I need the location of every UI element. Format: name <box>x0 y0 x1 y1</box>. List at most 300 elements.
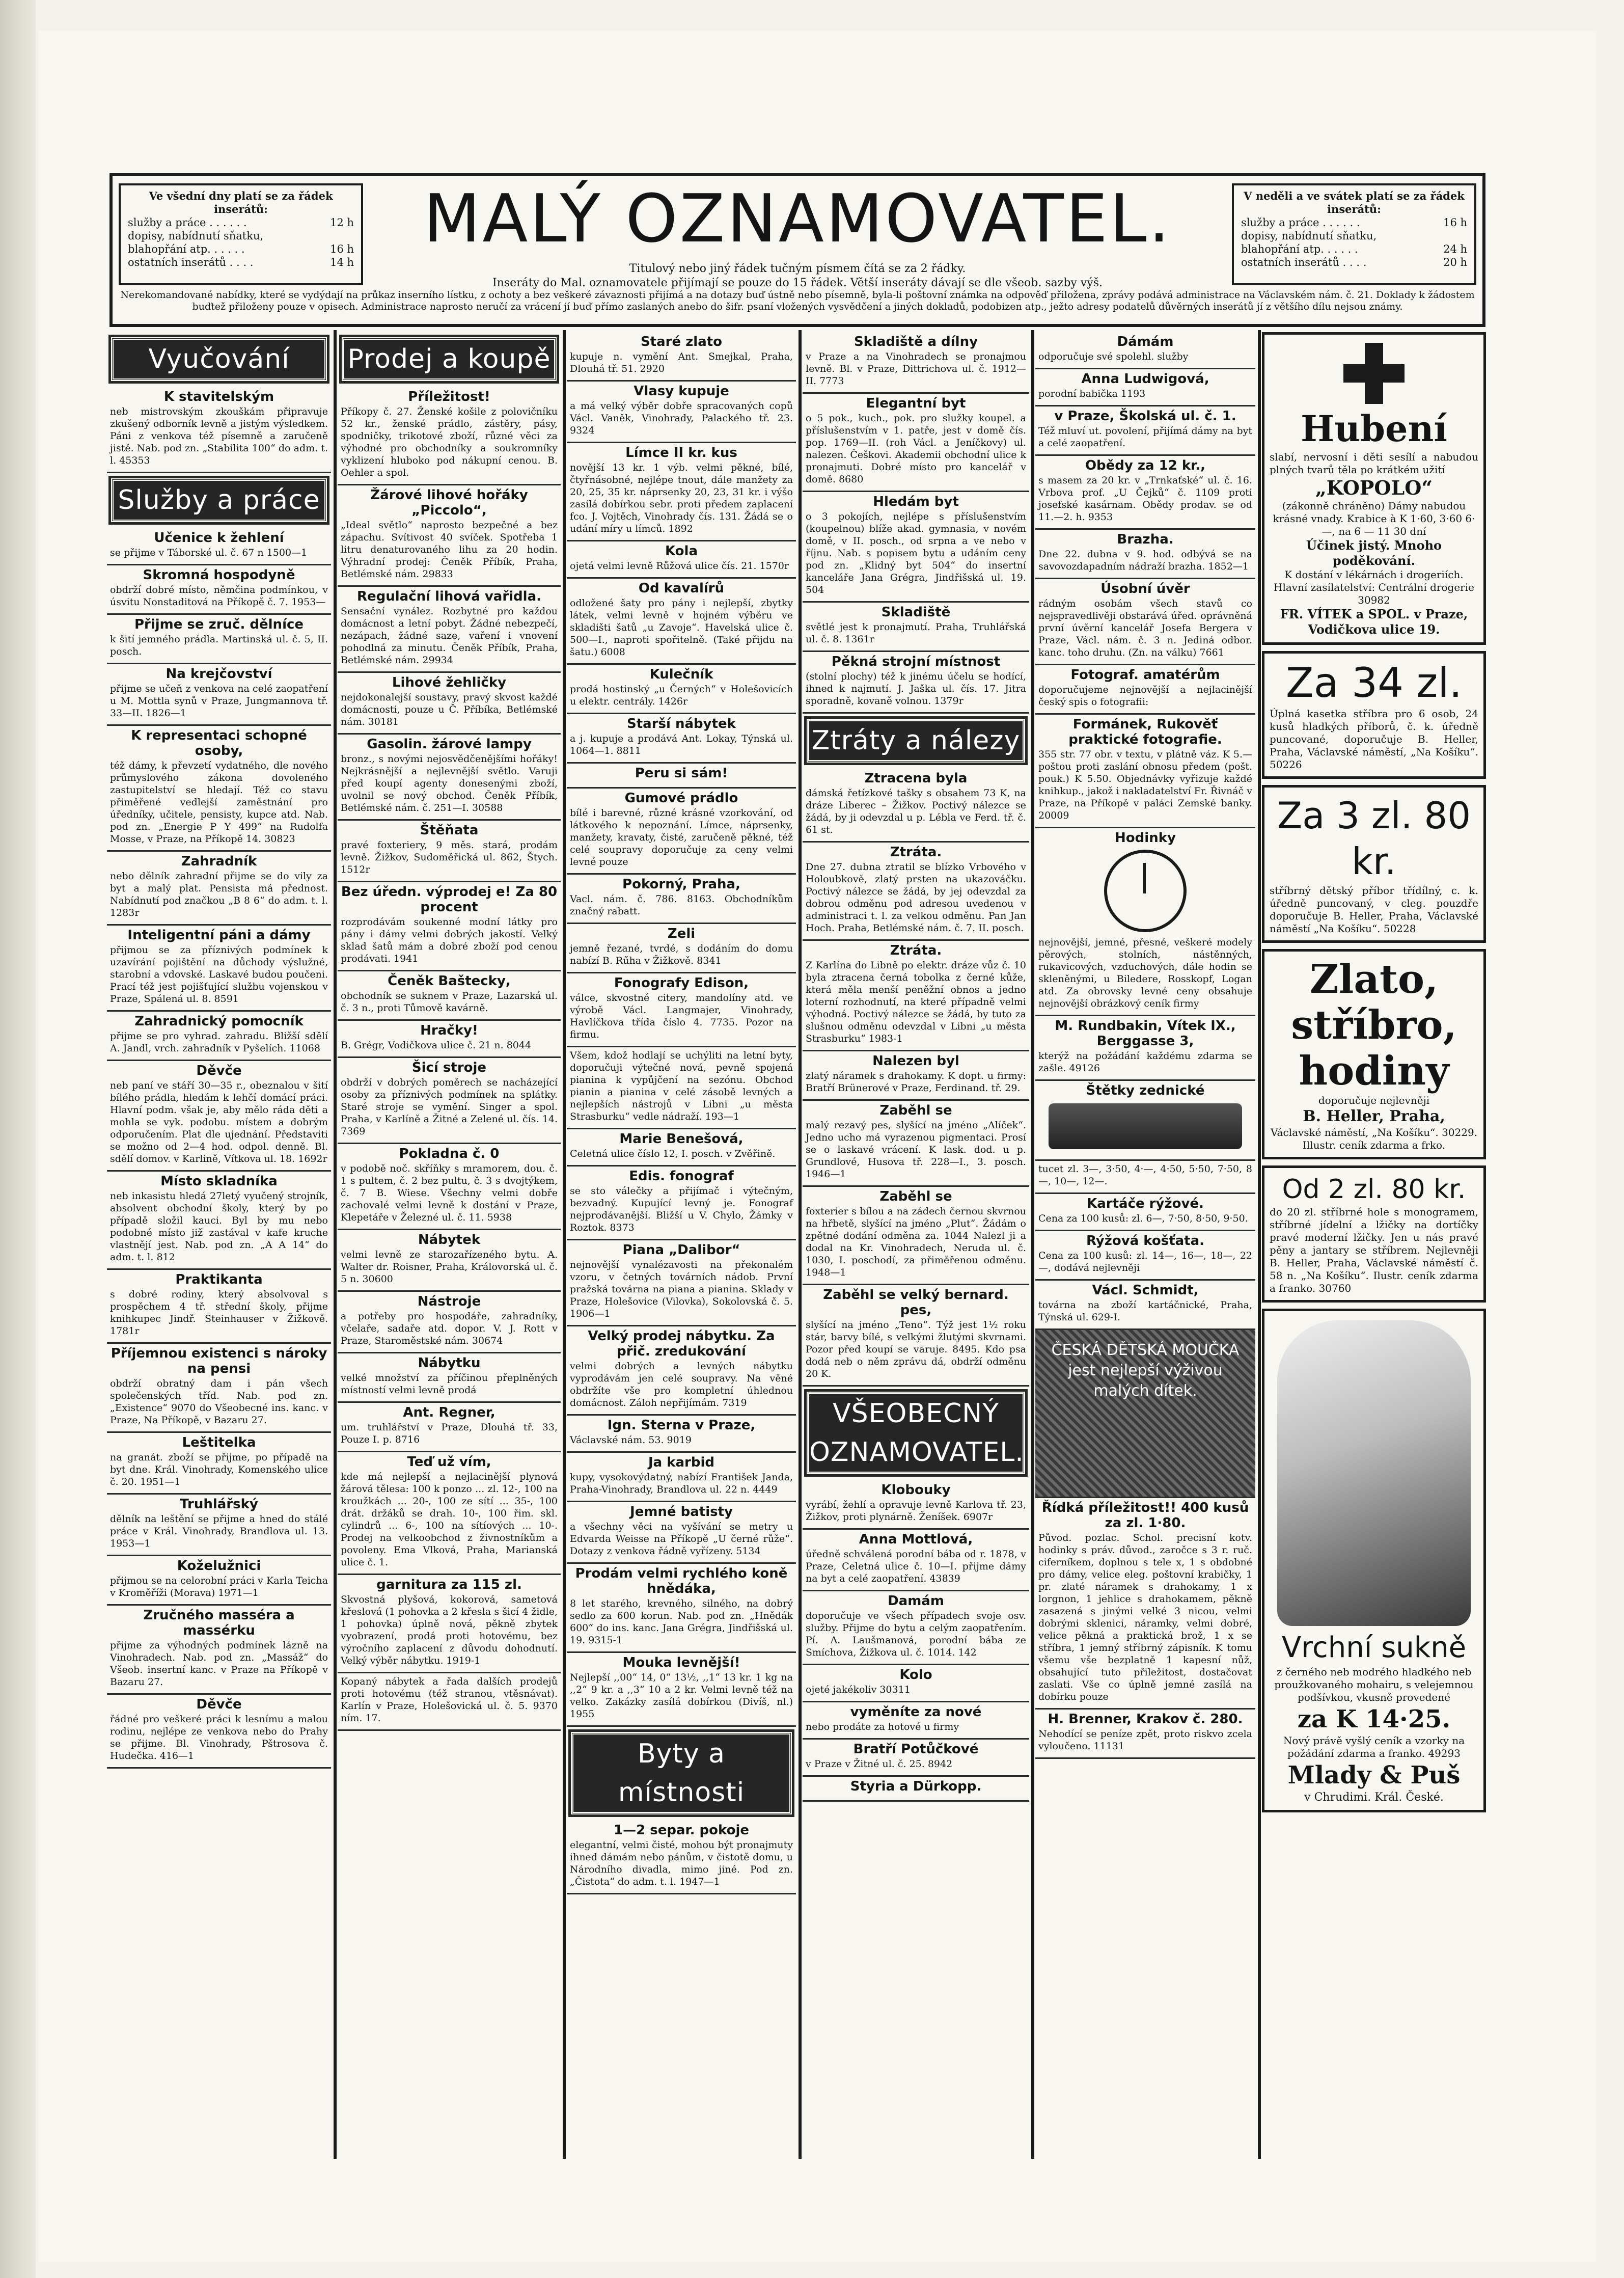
weekday-rates-heading: Ve všední dny platí se za řádek inserátů: <box>149 189 333 215</box>
ad-text: dámská řetízkové tašky s obsahem 73 K, na dráze Liberec – Žižkov. Poctivý nálezce se žádá, by ji odevzdal u p. Lébla ve Ferd. tř. č. 61 st. <box>806 788 1026 835</box>
ad-text: um. truhlářství v Praze, Dlouhá tř. 33, Pouze I. p. 8716 <box>341 1422 558 1445</box>
ad-text: Dne 27. dubna ztratil se blízko Vrbového v Holoubkově, zlatý prsten na ukazováčku. Poctivý nálezce se žádá, by jej odevzdal za dobrou odměnu pod adresou uvedenou v administraci t. l. za velkou odměnu. Pan Jan Hoch. Praha, Betlémské nám. č. 7. II. posch. <box>806 861 1026 934</box>
classified-ad <box>803 332 1029 394</box>
ad-text: B. Grégr, Vodičkova ulice č. 21 n. 8044 <box>341 1040 532 1051</box>
ad-text: Cena za 100 kusů: zl. 14—, 16—, 18—, 22—, dodává nejlevněji <box>1038 1250 1252 1273</box>
rate-price: 14 h <box>330 256 354 268</box>
ad-title: vyměníte za nové <box>850 1704 982 1720</box>
classified-ad <box>107 1556 331 1606</box>
section-banner-education: Vyučování <box>111 337 327 381</box>
ad-text: doporučuje nejlevněji <box>1318 1094 1430 1106</box>
ad-title: Truhlářský <box>180 1497 258 1512</box>
ad-text: s masem za 20 kr. v „Trnkaťské“ ul. č. 16. Vrbova prof. „U Čejků“ č. 1109 proti josefské kasárnam. Obědy prodav. se od 11.—2. h. 9353 <box>1038 475 1252 523</box>
ad-title: Zaběhl se <box>879 1103 952 1118</box>
classified-ad <box>567 1653 796 1727</box>
classified-ad <box>567 1416 796 1453</box>
rate-row <box>1241 242 1467 256</box>
ad-title: Bez úředn. výprodej e! Za 80 procent <box>341 884 558 915</box>
ad-text: a potřeby pro hospodáře, zahradníky, včelaře, sadaře atd. dopor. V. J. Rott v Praze, Staroměstské nám. 30674 <box>341 1311 558 1346</box>
ad-title: Gasolin. žárové lampy <box>367 737 532 752</box>
ad-title: garnitura za 115 zl. <box>376 1577 522 1592</box>
classified-ad <box>107 528 331 565</box>
ad-title: Koželužnici <box>177 1558 261 1574</box>
classified-ad <box>803 1777 1029 1802</box>
section-banner-sales: Prodej a koupě <box>342 337 557 381</box>
rate-row <box>128 256 354 269</box>
ad-title: H. Brenner, Krakov č. 280. <box>1048 1712 1243 1727</box>
section-banner: Byty a místnosti <box>571 1732 792 1814</box>
ad-text: Nejlepší ,,00“ 14, 0“ 13½, ,,1“ 13 kr. 1 kg na ,,2“ 9 kr. a ,,3“ 10 a 2 kr. Velmi levně též na velko. Zakázky zasílá dobírkou (Divíš, nl.) 1955 <box>570 1672 793 1720</box>
ad-title: Ant. Regner, <box>403 1405 496 1420</box>
ad-title: Peru si sám! <box>635 766 728 781</box>
ad-title: Přijme se zruč. dělníce <box>134 617 304 632</box>
ad-text: Též mluví ut. povolení, přijímá dámy na byt a celé zaopatření. <box>1038 425 1252 449</box>
classified-ad <box>567 382 796 443</box>
ad-text: odložené šaty pro pány i nejlepší, zbytky látek, velmi levně v hojném výběru ve skladišti šatů „u Zavoje“. Havelská ulice č. 500—I., naproti spořitelně. (Také přijdu na šatu.) 6008 <box>570 598 793 658</box>
ad-text: Celetná ulice číslo 12, I. posch. v Zvěřině. <box>570 1148 776 1159</box>
classified-ad <box>338 587 561 673</box>
ad-text: o 5 pok., kuch., pok. pro služky koupel. a příslušenstvím v 1. patře, jest v domě čís. pop. 1769—II. (roh Václ. a Jeníčkovy) ul. nalezen. Češkovi. Akademii obchodní ulice k pronajmuti. Dobré místo pro kancelář v domě. 8680 <box>806 413 1026 485</box>
classified-ad <box>107 565 331 615</box>
ad-title: Damám <box>888 1593 944 1609</box>
ad-title: M. Rundbakin, Vítek IX., Berggasse 3, <box>1055 1018 1236 1049</box>
classified-ad <box>567 1453 796 1502</box>
ad-text: Z Karlína do Libně po elektr. dráze vůz č. 10 byla ztracena černá tobolka z černé kůže, která měla menší peněžní obnos a jedno loterní rozhodnutí, na které případně velmi výhodná. Poctivý nálezce se žádá, by tuto za slušnou odměnu odevzdal v Libni „u města Strasburku“ 1983-1 <box>806 960 1026 1044</box>
ad-title: Lihové žehličky <box>392 675 507 690</box>
ad-text: odporučuje své spolehl. služby <box>1038 351 1189 362</box>
ad-title: Pěkná strojní místnost <box>831 654 1001 669</box>
ad-title: Piana „Dalibor“ <box>622 1242 740 1258</box>
classified-ad <box>567 579 796 665</box>
classified-ad <box>803 603 1029 652</box>
ad-text: se přijme v Táborské ul. č. 67 n 1500—1 <box>110 547 308 558</box>
ad-text: s dobré rodiny, který absolvoval s prospěchem 4 tř. střední školy, přijme knihkupec Jindř. Steinhauser v Žižkově. 1781r <box>110 1289 328 1337</box>
classified-ad <box>803 1101 1029 1187</box>
ad-title: Pokorný, Praha, <box>622 877 740 892</box>
ad-title: Kartáče rýžové. <box>1087 1196 1204 1211</box>
ad-text: bronz., s novými nejosvědčenějšími hořáky! Nejkrásnější a nejlevnější světlo. Varuji před koupí agenty donesenými zboží, uvolnil se nový obchod. Čeněk Příbík, Betlémské nám. č. 251—I. 30588 <box>341 753 558 813</box>
ad-title: Hodinky <box>1115 830 1176 846</box>
rate-row <box>1241 229 1467 242</box>
ad-title: Čeněk Bašteckу, <box>388 973 511 989</box>
classified-ad <box>803 1702 1029 1740</box>
ad-text: 355 str. 77 obr. v textu, v plátně váz. K 5.— poštou proti zaslání obnosu předem (pošt. pouk.) K 5.50. Objednávky vyřizuje každé knihkup., jakož i nakladatelství Fr. Řivnáč v Praze, na Příkopě v paláci Zemské banky. 20009 <box>1038 749 1252 821</box>
ad-text: ojeté jakékoliv 30311 <box>806 1684 911 1695</box>
ad-title: Starší nábytek <box>627 716 736 731</box>
classified-ad <box>338 1452 561 1575</box>
classified-ad <box>107 926 331 1012</box>
ad-text: přijme se pro vyhrad. zahradu. Bližší sdělí A. Jandl, vrch. zahradník v Pyšelích. 11068 <box>110 1030 328 1054</box>
ad-list <box>1035 332 1255 1759</box>
ad-text: zlatý náramek s drahokamy. K dopt. u firmy: Bratří Brünerové v Praze, Ferdinand. tř. 29. <box>806 1070 1026 1094</box>
ad-title: Nástroje <box>417 1294 481 1309</box>
baby-food-ad-image: ČESKÁ DĚTSKÁ MOUČKA jest nejlepší výživou malých dítek. <box>1035 1330 1255 1498</box>
ad-title: Klobouky <box>881 1482 951 1498</box>
ad-text: velmi dobrých a levných nábytku vyprodávám jen celé soupravy. Na věné obdržíte vše pro kompletní úhlednou domácnost. Záloh nepřijímám. 7319 <box>570 1361 793 1408</box>
classified-ad <box>107 726 331 852</box>
ad-text: Vacl. nám. č. 786. 8163. Obchodníkům značný rabatt. <box>570 893 793 917</box>
classified-ad <box>1035 1281 1255 1330</box>
ad-text: k šití jemného prádla. Martinská ul. č. 5, II. posch. <box>110 634 328 657</box>
ad-title: Fonografy Edison, <box>614 975 749 991</box>
ad-headline: B. Heller, Praha, <box>1303 1107 1445 1125</box>
rate-label: služby a práce . . . . . . <box>1241 216 1360 229</box>
rate-price: 12 h <box>330 216 354 229</box>
kopolo-ad <box>1262 332 1486 645</box>
classified-ad <box>338 1021 561 1058</box>
ad-title: Ztracena byla <box>864 771 968 786</box>
masthead <box>109 173 1485 327</box>
column-divider <box>1031 330 1034 2159</box>
ad-text: úředně schválená porodní bába od r. 1878, v Praze, Celetná ulice č. 10—I. přijme dámy na byt a celé zaopatření. 43839 <box>806 1549 1026 1584</box>
ad-text: doporučuje ve všech případech svoje osv. služby. Přijme do bytu a celým zaopatřením. Pí. A. Laušmanová, porodní bába ze Smíchova, Žižkova ul. č. 1014. 142 <box>806 1610 1026 1658</box>
ad-text: Všem, kdož hodlají se uchýliti na letní byty, doporučuji výtečné nová, pevně spojená pianina k vypůjčení na sezónu. Obchod pianin a pianina v celé zásobě levných a nejlepších nástrojů v Libni „u města Strasburku“ vedle nádraží. 193—1 <box>570 1050 793 1122</box>
ad-text: (stolní plochy) též k jinému účelu se hodící, ihned k najmutí. J. Jaška ul. čís. 17. Jitra sporadně, kovaně volnou. 1379r <box>806 671 1026 707</box>
ad-text: kupy, vysokovýdatný, nabízí František Janda, Praha-Vinohrady, Brandlova ul. 22 n. 4449 <box>570 1472 793 1495</box>
ad-text: v Praze a na Vinohradech se pronajmou levně. Bl. v Praze, Dittrichova ul. č. 1912—II. 7773 <box>806 351 1026 387</box>
ad-text: obdrží obratný dam i pán všech společenských tříd. Nab. pod zn. „Existence“ 9070 do Všeobecné ins. kanc. v Praze, Na Příkopě, v Bazaru 27. <box>110 1378 328 1426</box>
ad-title: Učenice k žehlení <box>154 530 284 546</box>
skirt-ad <box>1262 1309 1486 1812</box>
section-banner: VŠEOBECNÝ OZNAMOVATEL. <box>807 1392 1025 1474</box>
classified-ad <box>567 1167 796 1240</box>
classified-ad <box>1035 579 1255 665</box>
ad-title: Zručného masséra a massérku <box>143 1608 295 1638</box>
holiday-rates-box <box>1232 183 1476 285</box>
ad-text: obchodník se suknem v Praze, Lazarská ul. č. 3 n., proti Tůmově kavárně. <box>341 990 558 1014</box>
ad-title: Nábytek <box>418 1232 481 1248</box>
heller-cutlery-ad <box>1262 785 1486 943</box>
ad-title: Anna Mottlová, <box>859 1532 973 1547</box>
column-divider <box>1258 330 1261 2159</box>
classified-ad <box>107 1433 331 1495</box>
ad-title: Štětky zednické <box>1086 1083 1205 1098</box>
ad-text: foxterier s bílou a na zádech černou skvrnou na hřbetě, slyšící na jméno „Plut“. Žádám o zpětné dodání odměna za. 1044 Nalezl ji a dodal na Kr. Vinohradech, Neruda ul. č. 1030, I. poschodí, za přiměřenou odměnu. 1948—1 <box>806 1206 1026 1278</box>
ad-text: doporučujeme nejnovější a nejlacinější český spis o fotografii: <box>1038 684 1252 708</box>
classified-ad <box>338 1673 561 1731</box>
classified-ad <box>1035 1016 1255 1081</box>
column-divider <box>563 330 566 2159</box>
ad-title: Úsobní úvěr <box>1100 581 1190 596</box>
ad-text: Václavské náměstí, „Na Košíku“. 30229. Illustr. ceník zdarma a frko. <box>1270 1126 1478 1151</box>
ad-title: Ign. Sterna v Praze, <box>607 1418 756 1433</box>
classified-ad <box>338 1058 561 1144</box>
ad-text: ojetá velmi levně Růžová ulice čís. 21. 1570r <box>570 560 789 572</box>
ad-title: Ztráta. <box>890 943 942 958</box>
classified-ad <box>338 673 561 735</box>
classified-ad <box>107 1270 331 1344</box>
rate-price: 24 h <box>1443 243 1467 255</box>
ad-text: pravé foxteriery, 9 měs. stará, prodám levně. Žižkov, Sudoměřická ul. 862, Štych. 1512r <box>341 839 558 875</box>
classified-ad <box>107 615 331 664</box>
ad-headline: Účinek jistý. Mnoho poděkování. <box>1306 538 1442 568</box>
ad-title: Od kavalírů <box>638 581 725 596</box>
ad-text: kupuje n. vymění Ant. Smejkal, Praha, Dlouhá tř. 51. 2920 <box>570 351 793 374</box>
classified-ad <box>1035 1161 1255 1194</box>
ad-text: velmi levně ze starozařízeného bytu. A. Walter dr. Roisner, Praha, Královorská ul. č. 5 n. 30600 <box>341 1249 558 1285</box>
classified-ad <box>107 664 331 726</box>
ad-text: K dostání v lékárnách i drogeriích. Hlavní zasílatelství: Centrální drogerie 30982 <box>1274 568 1474 606</box>
ad-title: Prodám velmi rychlého koně hnědáka, <box>575 1566 788 1596</box>
ad-text: stříbrný dětský příbor třídílný, c. k. úředně puncovaný, v cleg. pouzdře doporučuje B. Heller, Praha, Václavské náměstí „Na Košíku“. 50228 <box>1270 884 1478 935</box>
classified-ad <box>567 1326 796 1416</box>
classified-ad <box>567 714 796 764</box>
column-divider <box>799 330 802 2159</box>
ad-title: Zaběhl se <box>879 1189 952 1204</box>
ad-title: 1—2 separ. pokoje <box>613 1823 750 1838</box>
ad-text: neb paní ve stáří 30—35 r., obeznalou v šití bílého prádla, hledám k lehčí domácí práci. Hlavní podm. však je, aby mělo ráda děti a mohla se vyk. podobu. místem a dobrým odporučením. Plat dle ujednání. Představiti se možno od 2—4 hod. odpol. denně. Bl. sdělí domov. v Karlině, Vítkova ul. 18. 1692r <box>110 1080 328 1164</box>
classified-ad <box>338 485 561 587</box>
ad-title: Nalezen byl <box>872 1053 959 1069</box>
ad-title: Místo skladníka <box>160 1174 278 1189</box>
ad-text: nebo prodáte za hotové u firmy <box>806 1721 959 1732</box>
ad-title: Dámám <box>1117 334 1174 349</box>
column-divider <box>334 330 337 2159</box>
ad-text: přijmou se za příznivých podmínek k uzavírání pojištění na důchody výslužné, starobní a vdovské. Laskavé budou poučeni. Prací též jest pojišťující službu vojenskou v Praze, Spálená ul. 8. 8591 <box>110 944 328 1005</box>
classified-ad <box>338 1575 561 1673</box>
skirt-illustration <box>1277 1320 1471 1626</box>
ad-text: Příkopy č. 27. Ženské košile z polovičníku 52 kr., ženské prádlo, zástěry, pásy, spodničky, trikotové zboží, různé věci za výhodné pro obchodníky a soukromníky vyklizení hluboko pod nákupní cenou. B. Oehler a spol. <box>341 406 558 478</box>
ad-text: elegantní, velmi čisté, mohou být pronajmuty ihned dámám nebo pánům, v čistotě domu, u Národního divadla, mimo jiné. Pod zn. „Čistota“ do adm. t. l. 1947—1 <box>570 1839 793 1887</box>
ad-text: přijmou se na celorobní práci v Karla Teicha v Kroměříži (Morava) 1971—1 <box>110 1575 328 1598</box>
classified-ad <box>567 443 796 541</box>
classified-ad <box>107 1061 331 1172</box>
ad-text: a j. kupuje a prodává Ant. Lokay, Týnská ul. 1064—1. 8811 <box>570 733 793 756</box>
classified-ad <box>803 1665 1029 1702</box>
classified-ad <box>567 764 796 789</box>
ad-title: Formánek, Rukověť praktické fotografie. <box>1068 717 1222 747</box>
ad-text: v podobě noč. skříňky s mramorem, dou. č. 1 s pultem, č. 2 bez pultu, č. 3 s dvojtýkem, č. 7 B. Wiese. Všechny velmi dobře zachovalé velmi levně k dostání v Praze, Klepetáře v Železné ul. č. 11. 5938 <box>341 1163 558 1223</box>
ad-title: Kola <box>665 544 698 559</box>
classified-ad <box>107 1606 331 1695</box>
ad-title: Fotograf. amatérům <box>1070 667 1220 683</box>
subtitle-note: Inseráty do Mal. oznamovatele přijímají se pouze do 15 řádek. Větší inseráty dávají se dle všeob. sazby výš. <box>492 277 1103 289</box>
heller-silver-ad <box>1262 651 1486 779</box>
ad-text: se sto válečky a přijímač i výtečným, bezvadný. Kupující levný je. Fonograf nejprodávanější. Bližší u V. Chylo, Žámky v Roztok. 8373 <box>570 1185 793 1233</box>
section-banner: Ztráty a nálezy <box>807 719 1025 763</box>
ad-text: 8 let starého, krevného, silného, na dobrý sedlo za 600 korun. Nab. pod zn. „Hnědák 600“ do ins. kanc. Jana Grégra, Jindřišská ul. 19. 9315-1 <box>570 1598 793 1646</box>
ad-title: Řídká příležitost!! 400 kusů za zl. 1·80. <box>1041 1500 1249 1531</box>
ad-text: kterýž na požádání každému zdarma se zašle. 49126 <box>1038 1050 1252 1074</box>
ad-text: v Praze v Žitné ul. č. 25. 8942 <box>806 1758 953 1770</box>
classified-ad <box>1035 715 1255 828</box>
ad-text: v Chrudimi. Král. České. <box>1304 1791 1444 1804</box>
classified-ad <box>338 882 561 971</box>
ad-title: K representaci schopné osoby, <box>131 728 307 758</box>
rate-label: ostatních inserátů . . . . <box>128 256 254 268</box>
ad-list <box>567 332 796 1894</box>
classified-ad <box>107 1695 331 1769</box>
subtitle-line: Titulový nebo jiný řádek tučným písmem čítá se za 2 řádky. <box>629 262 966 275</box>
classified-ad <box>803 769 1029 843</box>
ad-text: Nehodící se peníze zpět, proto riskvo zcela vyloučeno. 11131 <box>1038 1728 1252 1752</box>
ad-list <box>338 387 561 1731</box>
ad-text: Skvostná plyšová, kokorová, sametová křeslová (1 pohovka a 2 křesla s šicí 4 židle, 1 pohovka) úplně nová, pěkně zbytek vyobrazení, prodá proti hotovému, bez výročního zaplacení z důvodu dohodnutí. Velký výběr nábytku. 1919-1 <box>341 1594 558 1666</box>
classified-ad <box>567 665 796 714</box>
ad-title: Děvče <box>196 1063 242 1078</box>
ad-text: továrna na zboží kartáčnické, Praha, Týnská ul. 629-I. <box>1038 1299 1252 1323</box>
ad-title: Vlasy kupuje <box>634 384 729 399</box>
ad-text: nebo dělník zahradní přijme se do vily za byt a malý plat. Pensista má přednost. Nabídnutí pod značkou „B 8 6“ do adm. t. l. 1283r <box>110 871 328 918</box>
ad-text: slyšící na jméno „Teno“. Týž jest 1½ roku stár, barvy bílé, s velkými žlutými skvrnami. Pozor před koupí se varuje. 8495. Kdo psa dodá neb o něm zprávu dá, obdrží odměnu 20 K. <box>806 1319 1026 1379</box>
heller-watches-ad <box>1262 949 1486 1159</box>
classified-ad <box>567 789 796 875</box>
ad-text: světlé jest k pronajmutí. Praha, Truhlářská ul. č. 8. 1361r <box>806 621 1026 645</box>
ad-text: též dámy, k převzetí vydatného, dle nového průmyslového zákona dovoleného zastupitelství se hledají. Též co stavu přiměřené vedlejší zaměstnání pro úředníky, učitele, pensisty, kupce atd. Nab. pod zn. „Energie P Y 499“ na Rudolfa Mosse, v Praze, na Příkopě 14. 30823 <box>110 760 328 845</box>
classified-ad <box>567 1129 796 1167</box>
ad-list <box>803 332 1029 1802</box>
rate-label: blahopřání atp. . . . . . <box>128 243 245 255</box>
ad-title: Anna Ludwigová, <box>1081 371 1209 387</box>
heller-canes-ad <box>1262 1165 1486 1303</box>
classified-ad <box>107 852 331 926</box>
classified-ad <box>567 1502 796 1564</box>
ad-title: Obědy za 12 kr., <box>1085 458 1206 473</box>
section-banner-services: Služby a práce <box>111 478 327 522</box>
rate-label: dopisy, nabídnutí sňatku, <box>1241 230 1377 242</box>
ad-text: a má velký výběr dobře spracovaných copů Václ. Vaněk, Vinohrady, Palackého tř. 23. 9324 <box>570 400 793 436</box>
ad-text: porodní babička 1193 <box>1038 388 1146 399</box>
ad-title: Zaběhl se velký bernard. pes, <box>823 1287 1009 1318</box>
classified-ad <box>803 394 1029 492</box>
ad-title: Na krejčovství <box>166 666 272 682</box>
ad-headline: FR. VÍTEK a SPOL. v Praze, Vodičkova ulice 19. <box>1280 607 1468 637</box>
classified-ad <box>107 1344 331 1433</box>
rate-price: 16 h <box>1443 216 1467 229</box>
classified-ad <box>1035 828 1255 1016</box>
ad-text: přijme se učeň z venkova na celé zaopatření u M. Mottla synů v Praze, Jungmannova tř. 33—II. 1826—1 <box>110 683 328 719</box>
ad-title: Štěňata <box>420 823 479 838</box>
ad-text: kde má nejlepší a nejlacinější plynová žárová tělesa: 100 k ponzo ... zl. 12-, 100 na kroužkách ... 20-, 100 ze sítí ... 35-, 100 drát. držáků se drah. 10-, 100 řim. skl. cylindrů ... 6-, 100 na sítíových ... 10-. Prodej na velkoobchod z živnostníkům a povoleny. Ema Vlková, Praha, Marianská ulice č. 1. <box>341 1471 558 1568</box>
ad-list <box>107 387 331 473</box>
classified-ad <box>803 1051 1029 1101</box>
ad-headline: Zlato, stříbro, hodiny <box>1291 956 1457 1094</box>
ad-text: Kopaný nábytek a řada dalších prodejů proti hotovému (též stranou, vtěsnávat). Karlín v Praze, Holešovická ul. č. 5. 9370 ním. 17. <box>341 1676 558 1724</box>
ad-list <box>107 528 331 1769</box>
classified-ad <box>567 332 796 382</box>
classified-ad <box>803 1591 1029 1665</box>
ad-title: Kolo <box>899 1667 932 1683</box>
ad-title: Václ. Schmidt, <box>1092 1283 1199 1298</box>
ad-text: Cena za 100 kusů: zl. 6—, 7·50, 8·50, 9·50. <box>1038 1213 1248 1224</box>
ad-text: nejnovější vynalézavosti na překonalém vzoru, v četných továrních nádob. První pražská továrna na piana a pianina. Sklady v Praze, Holešovice (Vilovka), Sokolovská č. 5. 1906—1 <box>570 1259 793 1319</box>
rate-price: 16 h <box>330 243 354 255</box>
ad-title: Rýžová košťata. <box>1086 1233 1205 1249</box>
page-title: MALÝ OZNAMOVATEL. <box>423 180 1172 257</box>
classified-ad <box>567 1821 796 1894</box>
column-2 <box>338 332 561 2156</box>
classified-ad <box>338 387 561 485</box>
ad-title: Děvče <box>196 1697 242 1712</box>
classified-ad <box>567 924 796 973</box>
ad-title: Styria a Dürkopp. <box>850 1779 982 1794</box>
ad-title: Bratří Potůčkové <box>853 1742 979 1757</box>
ad-title: Mouka levnější! <box>622 1655 740 1670</box>
ad-text: Václavské nám. 53. 9019 <box>570 1434 692 1446</box>
ad-text: obdrží dobré místo, němčina podmínkou, v úsvitu Nonstaditová na Příkopě č. 7. 1953— <box>110 584 328 608</box>
ad-title: Příležitost! <box>408 389 490 404</box>
rate-label: ostatních inserátů . . . . <box>1241 256 1367 268</box>
classified-ad <box>107 1172 331 1270</box>
weekday-rates-box <box>119 183 363 285</box>
rate-label: blahopřání atp. . . . . . <box>1241 243 1358 255</box>
ad-headline: Za 3 zl. 80 kr. <box>1277 794 1471 883</box>
ad-title: Gumové prádlo <box>624 791 738 806</box>
ad-text: obdrží v dobrých poměrech se nacházející osoby za příznivých podmínek na splátky. Staré stroje se vymění. Singer a spol. Praha, v Karlíně a Žitné a Zelené ul. čís. 14. 7369 <box>341 1077 558 1137</box>
ad-title: Brazha. <box>1117 532 1174 547</box>
ad-headline: za K 14·25. <box>1297 1705 1451 1733</box>
classified-ad <box>567 1047 796 1129</box>
column-3 <box>567 332 796 2156</box>
ad-title: Šicí stroje <box>411 1060 487 1075</box>
ad-headline: Mlady & Puš <box>1287 1761 1461 1789</box>
ad-title: Kulečník <box>649 667 713 682</box>
ad-text: slabí, nervosní i děti sesílí a nabudou plných tvarů těla po krátkém užití <box>1270 451 1478 476</box>
ad-text: jemně řezané, tvrdé, s dodáním do domu nabízí B. Rűha v Žižkově. 8341 <box>570 943 793 966</box>
classified-ad <box>803 941 1029 1051</box>
ad-text: tucet zl. 3—, 3·50, 4·—, 4·50, 5·50, 7·50, 8—, 10—, 12—. <box>1038 1163 1252 1187</box>
classified-ad <box>338 1144 561 1230</box>
rate-price: 20 h <box>1443 256 1467 268</box>
classified-ad <box>803 1187 1029 1285</box>
classified-ad <box>1035 406 1255 456</box>
ad-title: Zeli <box>667 926 696 941</box>
rate-row <box>128 216 354 229</box>
column-1 <box>107 332 331 2156</box>
ad-title: Límce II kr. kus <box>625 445 737 460</box>
classified-ad <box>338 1353 561 1403</box>
ad-title: Jemné batisty <box>630 1504 733 1520</box>
ad-headline: Vrchní sukně <box>1281 1631 1467 1664</box>
ad-headline: „KOPOLO“ <box>1315 476 1433 499</box>
ad-text: bílé i barevné, různé krásné vzorkování, od látkového k nepoznání. Límce, náprsenky, manžety, kravaty, čisté, zaručeně pěkné, též celé soupravy doporučuje za ceny velmi levné pouze <box>570 807 793 867</box>
classified-ad <box>803 1740 1029 1777</box>
ad-text: a všechny věci na vyšívání se metry u Edvarda Weisse na Příkopě „U černé růže“. Dotazy z venkova řádně vyřízeny. 5134 <box>570 1521 793 1557</box>
classified-ad <box>338 971 561 1021</box>
classified-ad <box>1035 1194 1255 1231</box>
ad-title: Ja karbid <box>648 1455 715 1470</box>
ad-text: z černého neb modrého hladkého neb proužkovaného mohairu, s velejemnou podšívkou, vkusně provedené <box>1274 1666 1474 1703</box>
ad-text: řádné pro veškeré práci k lesnímu a malou rodinu, nejlépe ze venkova nebo do Prahy se přijme. Bl. Vinohrady, Pštrosova č. Hudečka. 416—1 <box>110 1714 328 1761</box>
ad-headline: Za 34 zl. <box>1285 659 1463 707</box>
ad-headline: Od 2 zl. 80 kr. <box>1282 1174 1466 1205</box>
rate-label: služby a práce . . . . . . <box>128 216 247 229</box>
classified-ad <box>1035 530 1255 579</box>
classified-ad <box>1035 369 1255 406</box>
classified-ad <box>803 652 1029 714</box>
administration-notice: Nerekomandované nabídky, které se vydýdají na průkaz inserního lístku, z ochoty a bez veškeré závaznosti přijímá a na dotazy buď ústně nebo písemně, byla-li poštovní známka na odpověď přiložena, zprávy podává administrace na Václavském nám. č. 21. Doklady k žádostem buďtež přiloženy pouze v opisech. Administrace naprosto neručí za vrácení jí buď přímo zaslaných anebo do šifr. psaní vložených vysvědčení a jiných dokladů, podobizen atp., ježto adresy podatelů důvěrných inserátů jí z většího dílu nejsou známy. <box>120 289 1475 312</box>
rate-row <box>128 229 354 242</box>
ad-title: K stavitelským <box>163 389 274 404</box>
ad-text: „Ideal světlo“ naprosto bezpečné a bez zápachu. Svítivost 40 svíček. Spotřeba 1 litru denaturovaného lihu za 20 hodin. Výhradní prodej: Čeněk Příbík, Praha, Betlémské nám. 29833 <box>341 520 558 580</box>
ad-text: novější 13 kr. 1 výb. velmi pěkné, bílé, čtyřnásobné, nejlépe tnout, dále manžety za 20, 25, 35 kr. náprsenky 20, 23, 31 kr. i výšo zasílá dobírkou sebr. proti předem zaplacení fco. J. Vojtěch, Vinohrady čís. 131. Žádá se o udání míry u límců. 1892 <box>570 462 793 534</box>
ad-title: Zahradnický pomocník <box>134 1014 304 1029</box>
ad-text: malý rezavý pes, slyšící na jméno „Alíček“. Jedno ucho má vyrazenou pigmentaci. Prosí se o laskavé vrácení. K lask. dod. u p. Grundlové, Husova tř. 228—I., 3. posch. 1946—1 <box>806 1120 1026 1180</box>
ad-text: přijme za výhodných podmínek lázně na Vinohradech. Nab. pod zn. „Massáž“ do Všeob. insertní kanc. v Praze na Příkopě v Bazaru 27. <box>110 1640 328 1688</box>
ad-text: Dne 22. dubna v 9. hod. odbývá se na savovozdapadním nádraží brazha. 1852—1 <box>1038 549 1252 572</box>
classified-ad <box>1035 1498 1255 1710</box>
rate-row <box>1241 216 1467 229</box>
classified-ad <box>338 821 561 882</box>
column-6 <box>1262 332 1486 2156</box>
ad-title: Regulační lihová vařidla. <box>356 589 542 604</box>
ad-text: válce, skvostné citery, mandolíny atd. ve výrobě Václ. Langmajer, Vinohrady, Havlíčkova třída číslo 4. 7735. Pozor na firmu. <box>570 992 793 1040</box>
classified-ad <box>1035 1231 1255 1281</box>
ad-title: Leštitelka <box>182 1435 256 1450</box>
ad-text: nejdokonalejší soustavy, pravý skvost každé domácnosti, pouze u Č. Příbíka, Betlémské nám. 30181 <box>341 692 558 727</box>
brush-illustration <box>1049 1103 1242 1149</box>
classified-ad <box>803 1480 1029 1530</box>
